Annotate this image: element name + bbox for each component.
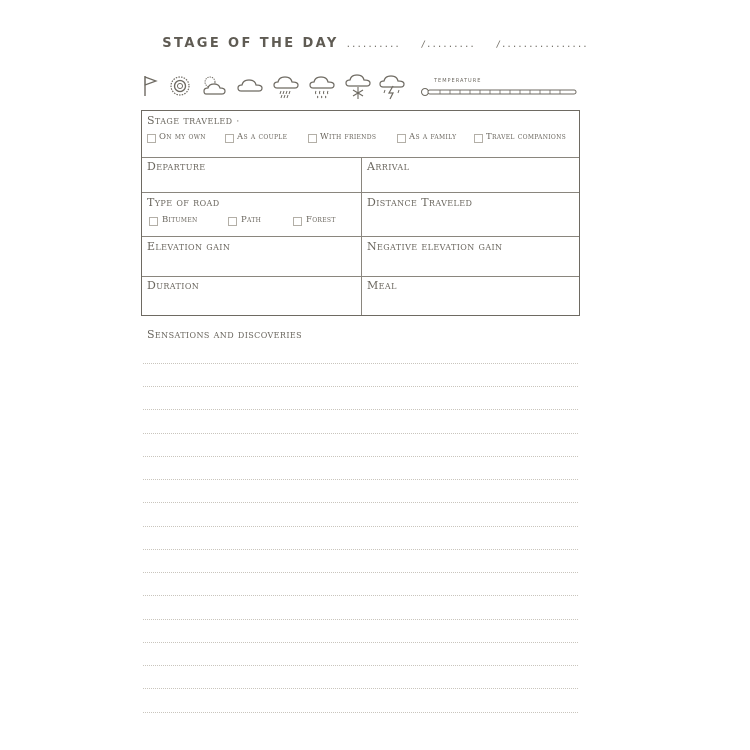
form-column-divider [361,157,362,315]
note-line[interactable] [143,712,578,713]
note-line[interactable] [143,642,578,643]
note-line[interactable] [143,433,578,434]
sun-icon[interactable] [166,72,194,100]
stage-traveled-marker: · [236,117,240,127]
page-title-text: STAGE OF THE DAY [162,36,339,51]
sun-cloud-icon[interactable] [200,72,228,100]
as-a-couple-label: As a couple [237,132,288,142]
note-line[interactable] [143,409,578,410]
meal-label: Meal [367,279,397,292]
note-line[interactable] [143,549,578,550]
distance-traveled-label: Distance Traveled [367,196,473,209]
note-line[interactable] [143,386,578,387]
as-a-family-checkbox[interactable] [397,134,406,143]
storm-icon[interactable] [378,72,406,100]
date-month-field[interactable]: /......... [420,40,475,50]
page-title [0,36,750,51]
duration-label: Duration [147,279,200,292]
on-my-own-label: On my own [159,132,206,142]
date-day-field[interactable]: .......... [345,40,400,50]
bitumen-checkbox[interactable] [149,217,158,226]
negative-elevation-gain-label: Negative elevation gain [367,240,503,253]
travel-companions-label: Travel companions [486,132,567,142]
note-line[interactable] [143,456,578,457]
note-line[interactable] [143,572,578,573]
thermometer-icon [420,78,578,100]
date-year-field[interactable]: /................ [495,40,588,50]
rain-cloud-icon[interactable] [272,72,300,100]
arrival-label: Arrival [367,160,410,173]
flag-icon[interactable] [140,72,168,100]
path-checkbox[interactable] [228,217,237,226]
note-line[interactable] [143,363,578,364]
as-a-family-label: As a family [409,132,457,142]
with-friends-label: With friends [320,132,377,142]
bitumen-label: Bitumen [162,215,198,225]
thermometer-label: TEMPERATURE [434,78,482,84]
snow-icon[interactable] [344,72,372,100]
elevation-gain-label: Elevation gain [147,240,231,253]
stage-form [141,110,580,316]
note-line[interactable] [143,688,578,689]
as-a-couple-checkbox[interactable] [225,134,234,143]
on-my-own-checkbox[interactable] [147,134,156,143]
note-line[interactable] [143,595,578,596]
stage-traveled-label [147,114,240,127]
departure-label: Departure [147,160,206,173]
sensations-label: Sensations and discoveries [147,328,303,341]
stage-traveled-text: Stage traveled [147,114,233,127]
forest-label: Forest [306,215,336,225]
path-label: Path [241,215,262,225]
forest-checkbox[interactable] [293,217,302,226]
note-line[interactable] [143,619,578,620]
note-line[interactable] [143,502,578,503]
heavy-rain-cloud-icon[interactable] [308,72,336,100]
weather-icon-row [140,72,580,102]
type-of-road-label: Type of road [147,196,220,209]
note-line[interactable] [143,665,578,666]
note-line[interactable] [143,526,578,527]
travel-companions-checkbox[interactable] [474,134,483,143]
cloud-icon[interactable] [236,72,264,100]
with-friends-checkbox[interactable] [308,134,317,143]
note-line[interactable] [143,479,578,480]
thermometer[interactable] [420,78,578,100]
